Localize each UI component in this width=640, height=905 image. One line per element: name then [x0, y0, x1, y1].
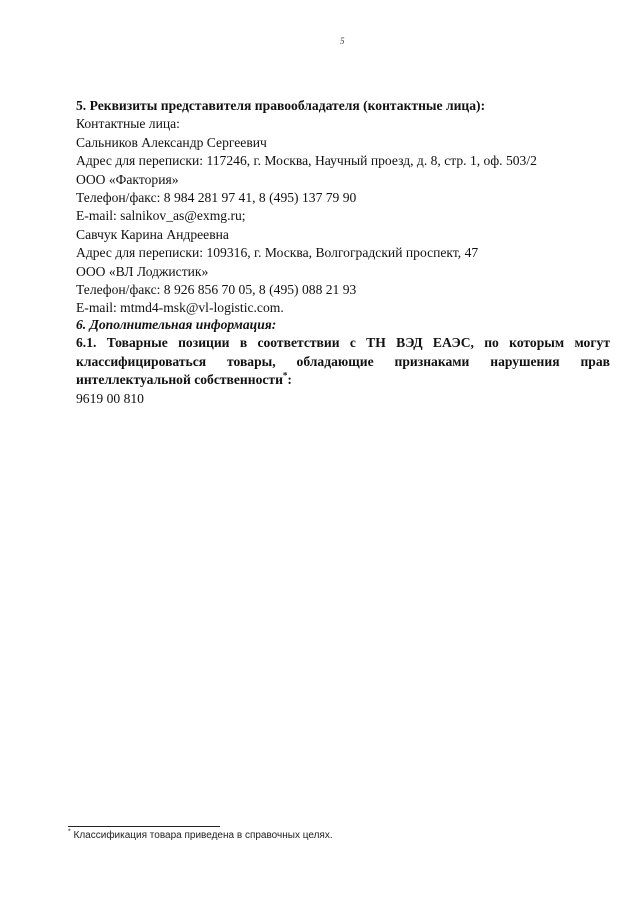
- tn-ved-code: 9619 00 810: [76, 390, 144, 406]
- section-5-representative-details: [76, 97, 616, 318]
- paragraph-line-3: [76, 371, 610, 389]
- section-6-additional-info: [76, 316, 610, 408]
- contact-2-company: ООО «ВЛ Лоджистик»: [76, 263, 209, 279]
- contact-2-name: Савчук Карина Андреевна: [76, 226, 229, 242]
- contact-2-phone: Телефон/факс: 8 926 856 70 05, 8 (495) 088 21 93: [76, 282, 357, 298]
- contacts-label: Контактные лица:: [76, 116, 180, 132]
- paragraph-line-2: классифицироваться товары, обладающие признаками нарушения прав: [76, 353, 610, 369]
- footnote-divider: [68, 826, 220, 827]
- contact-1-email: E-mail: salnikov_as@exmg.ru;: [76, 208, 246, 224]
- contact-1-address: Адрес для переписки: 117246, г. Москва, Научный проезд, д. 8, стр. 1, оф. 503/2: [76, 153, 537, 169]
- section-6-heading: 6. Дополнительная информация:: [76, 317, 277, 332]
- contact-1-name: Сальников Александр Сергеевич: [76, 134, 267, 150]
- footnote-marker: *: [68, 828, 71, 836]
- paragraph-line-3-end: :: [287, 372, 292, 388]
- paragraph-line-1: 6.1. Товарные позиции в соответствии с ТН ВЭД ЕАЭС, по которым могут: [76, 335, 610, 351]
- paragraph-line-3-text: интеллектуальной собственности: [76, 372, 283, 388]
- section-6-1-paragraph: [76, 334, 610, 389]
- footnote: [68, 830, 333, 841]
- page-number: 5: [340, 36, 345, 46]
- contact-2-address: Адрес для переписки: 109316, г. Москва, Волгоградский проспект, 47: [76, 245, 479, 261]
- contact-1-phone: Телефон/факс: 8 984 281 97 41, 8 (495) 137 79 90: [76, 190, 357, 206]
- section-5-heading: 5. Реквизиты представителя правообладателя (контактные лица):: [76, 98, 486, 113]
- contact-2-email: E-mail: mtmd4-msk@vl-logistic.com.: [76, 300, 284, 316]
- footnote-reference-marker: *: [282, 370, 288, 381]
- contact-1-company: ООО «Фактория»: [76, 171, 179, 187]
- footnote-text: Классификация товара приведена в справочных целях.: [73, 830, 333, 841]
